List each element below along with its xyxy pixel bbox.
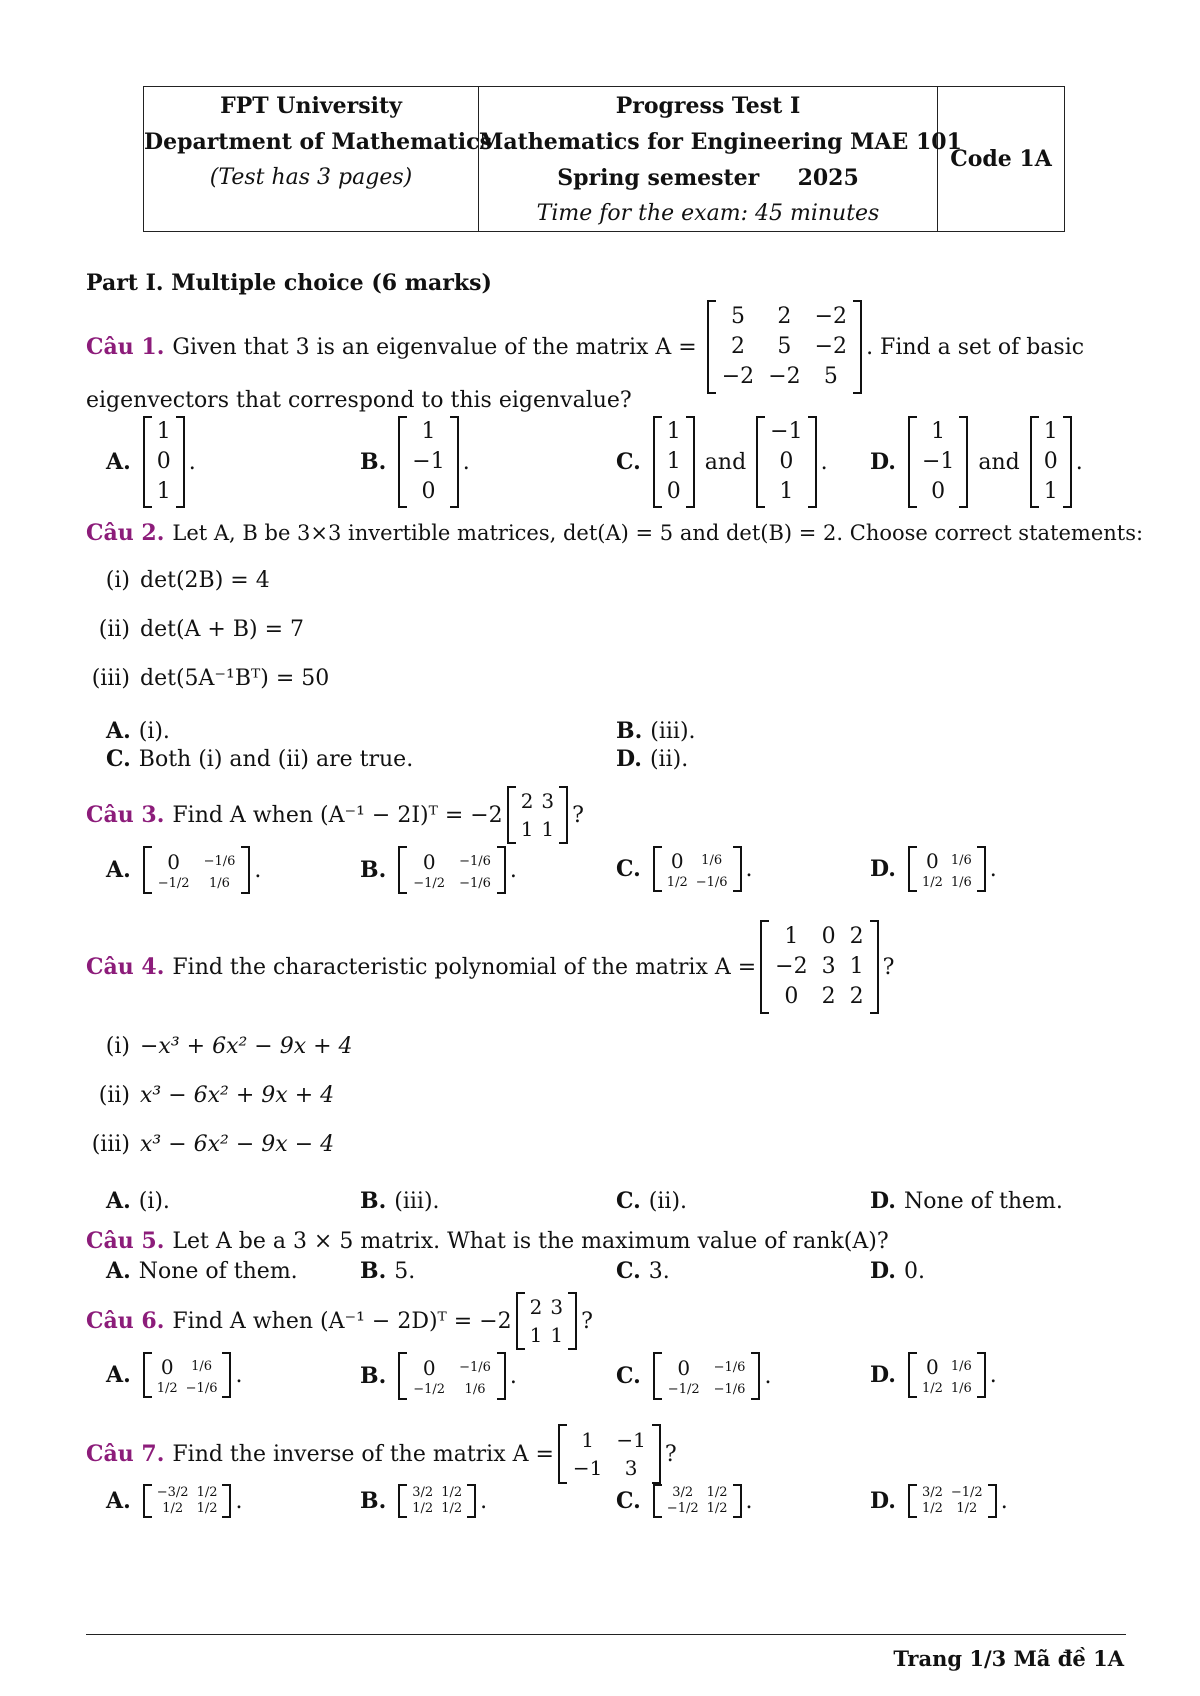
option-c[interactable]: C. 3/2 1/2 −1/2 1/2 . <box>616 1485 753 1516</box>
option-d[interactable]: D. None of them. <box>870 1188 1063 1214</box>
question-2 <box>86 520 1143 546</box>
header-left-cell <box>144 87 492 231</box>
option-d[interactable]: D. 1 −1 0 and 1 0 1 . <box>870 416 1083 508</box>
matrix: 1 0 2 −2 3 1 0 2 2 <box>760 920 878 1014</box>
option-c[interactable]: C. 0 −1/6 −1/2 −1/6 . <box>616 1352 771 1400</box>
footer-divider <box>86 1634 1126 1635</box>
option-a[interactable]: A. 0 −1/6 −1/2 1/6 . <box>106 846 261 894</box>
question-text: Let A be a 3 × 5 matrix. What is the maximum value of rank(A)? <box>172 1229 889 1254</box>
option-a[interactable]: A. −3/2 1/2 1/2 1/2 . <box>106 1485 243 1516</box>
department-name: Department of Mathematics <box>144 129 492 155</box>
option-d[interactable]: D. 0. <box>870 1258 925 1284</box>
option-label: D. <box>870 449 896 475</box>
option-d[interactable]: D. 3/2 −1/2 1/2 1/2 . <box>870 1485 1008 1516</box>
course-name: Mathematics for Engineering MAE 101 <box>479 129 962 155</box>
matrix <box>707 300 862 394</box>
header-middle-cell <box>479 87 962 231</box>
matrix: 1 −1 −1 3 <box>558 1424 661 1484</box>
semester: Spring semester <box>557 165 760 191</box>
option-b[interactable]: B. 5. <box>360 1258 416 1284</box>
question-text: Find the characteristic polynomial of the matrix A = <box>172 954 757 980</box>
exam-time: Time for the exam: 45 minutes <box>536 201 880 226</box>
option-label: B. <box>360 449 387 475</box>
question-number: Câu 5. <box>86 1228 165 1254</box>
vector: 1 −1 0 <box>908 416 968 508</box>
question-text-cont: . Find a set of basic <box>866 334 1085 360</box>
vector: 1 −1 0 <box>398 416 458 508</box>
matrix: 2 3 1 1 <box>516 1292 577 1350</box>
exam-code: Code 1A <box>950 146 1052 172</box>
option-label: C. <box>616 449 641 475</box>
page-footer: Trang 1/3 Mã đề 1A <box>893 1646 1124 1671</box>
option-b[interactable]: B. (iii). <box>360 1188 440 1214</box>
option-c[interactable]: C. 0 1/6 1/2 −1/6 . <box>616 846 753 892</box>
option-b[interactable]: B. 1 −1 0 . <box>360 416 470 508</box>
question-number: Câu 4. <box>86 954 165 980</box>
test-title: Progress Test I <box>615 93 801 119</box>
question-text-line2: eigenvectors that correspond to this eigenvalue? <box>86 388 632 413</box>
question-number: Câu 7. <box>86 1441 165 1467</box>
polynomial-ii: (ii) x³ − 6x² + 9x + 4 <box>98 1083 335 1108</box>
year: 2025 <box>797 165 859 191</box>
question-number: Câu 6. <box>86 1308 165 1334</box>
question-text: Let A, B be 3×3 invertible matrices, det(A) = 5 and det(B) = 2. Choose correct statements: <box>172 521 1144 545</box>
option-c[interactable]: C. 1 1 0 and −1 0 1 . <box>616 416 828 508</box>
question-text: Given that 3 is an eigenvalue of the matrix A = <box>172 334 697 360</box>
matrix-grid: 5 2 −2 2 5 −2 −2 −2 5 <box>721 304 848 389</box>
exam-header-table <box>143 86 1065 232</box>
university-name: FPT University <box>220 93 402 119</box>
question-5 <box>86 1228 889 1254</box>
question-number: Câu 1. <box>86 334 165 360</box>
question-text: Find the inverse of the matrix A = <box>172 1441 554 1467</box>
option-b[interactable]: B. (iii). <box>616 718 696 744</box>
option-b[interactable]: B. 0 −1/6 −1/2 1/6 . <box>360 1352 517 1400</box>
vector: −1 0 1 <box>756 416 816 508</box>
question-1 <box>86 300 1084 394</box>
option-a[interactable]: A. (i). <box>106 718 170 744</box>
option-label: A. <box>106 449 131 475</box>
option-a[interactable]: A. 1 0 1 . <box>106 416 196 508</box>
option-c[interactable]: C. 3. <box>616 1258 670 1284</box>
question-4: Câu 4. Find the characteristic polynomial of the matrix A = 1 0 2 −2 3 1 0 2 2 ? <box>86 920 894 1014</box>
pages-note: (Test has 3 pages) <box>209 165 413 190</box>
option-d[interactable]: D. 0 1/6 1/2 1/6 . <box>870 846 997 892</box>
option-a[interactable]: A. (i). <box>106 1188 170 1214</box>
option-d[interactable]: D. (ii). <box>616 746 689 772</box>
question-text: Find A when (A⁻¹ − 2I)ᵀ = −2 <box>172 802 503 828</box>
question-6: Câu 6. Find A when (A⁻¹ − 2D)ᵀ = −2 2 3 1 1 ? <box>86 1292 593 1350</box>
option-a[interactable]: A. 0 1/6 1/2 −1/6 . <box>106 1352 242 1398</box>
vector: 1 1 0 <box>653 416 695 508</box>
question-7: Câu 7. Find the inverse of the matrix A = 1 −1 −1 3 ? <box>86 1424 677 1484</box>
option-c[interactable]: C. Both (i) and (ii) are true. <box>106 746 414 772</box>
question-3: Câu 3. Find A when (A⁻¹ − 2I)ᵀ = −2 2 3 1 1 ? <box>86 786 584 844</box>
option-d[interactable]: D. 0 1/6 1/2 1/6 . <box>870 1352 997 1398</box>
option-c[interactable]: C. (ii). <box>616 1188 688 1214</box>
question-number: Câu 2. <box>86 520 165 546</box>
question-number: Câu 3. <box>86 802 165 828</box>
option-b[interactable]: B. 0 −1/6 −1/2 −1/6 . <box>360 846 517 894</box>
statement-iii: (iii) det(5A⁻¹Bᵀ) = 50 <box>91 666 330 691</box>
polynomial-i: (i) −x³ + 6x² − 9x + 4 <box>105 1034 353 1059</box>
semester-line <box>479 160 937 196</box>
statement-i: (i) det(2B) = 4 <box>105 568 270 593</box>
option-a[interactable]: A. None of them. <box>106 1258 298 1284</box>
vector: 1 0 1 <box>143 416 185 508</box>
statement-ii: (ii) det(A + B) = 7 <box>98 617 305 642</box>
polynomial-iii: (iii) x³ − 6x² − 9x − 4 <box>91 1132 335 1157</box>
part-title: Part I. Multiple choice (6 marks) <box>86 270 492 296</box>
vector: 1 0 1 <box>1030 416 1072 508</box>
option-b[interactable]: B. 3/2 1/2 1/2 1/2 . <box>360 1485 488 1516</box>
matrix: 2 3 1 1 <box>507 786 568 844</box>
question-text: Find A when (A⁻¹ − 2D)ᵀ = −2 <box>172 1308 512 1334</box>
